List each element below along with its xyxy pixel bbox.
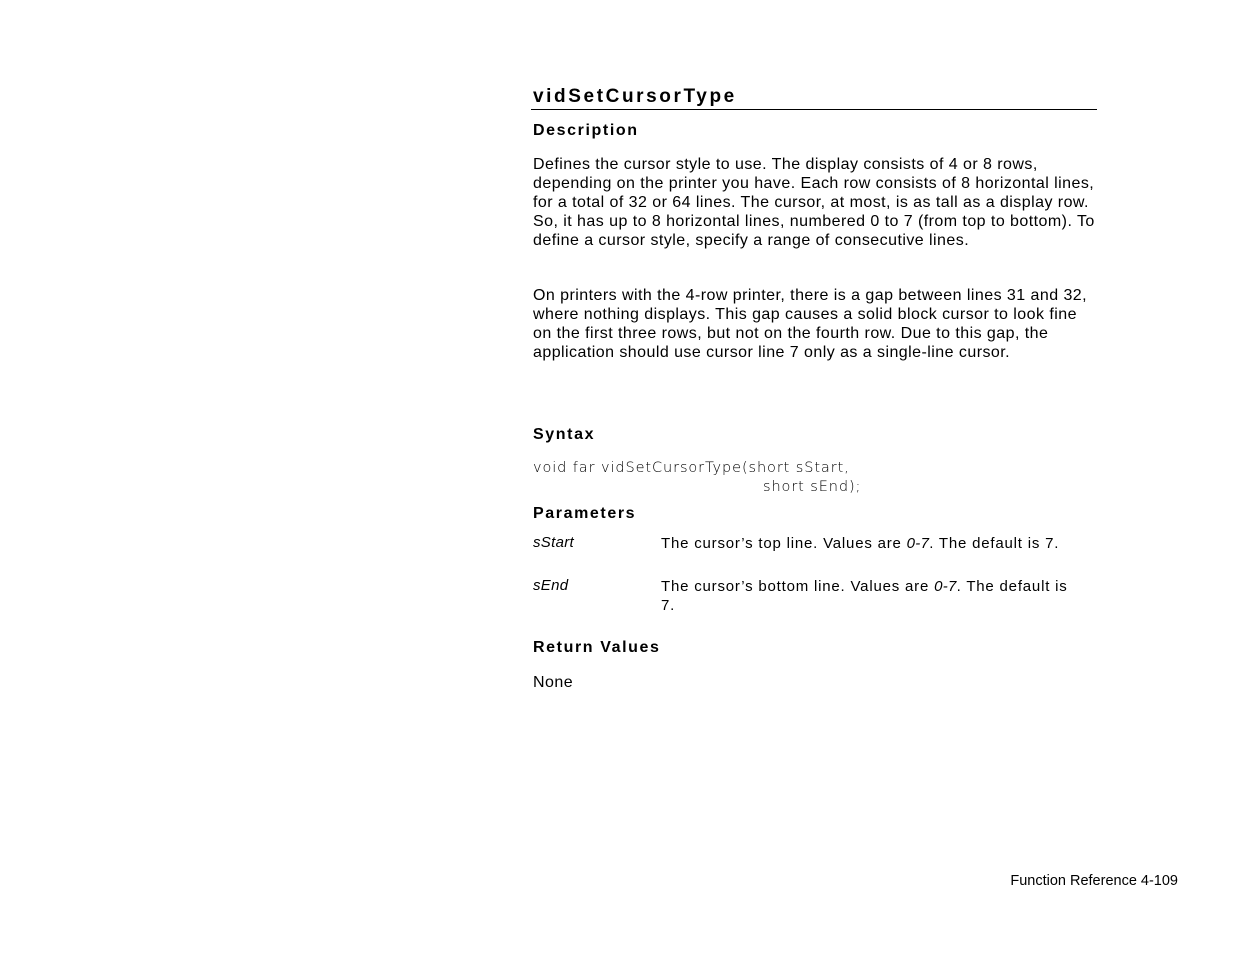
function-title: vidSetCursorType [531,86,1097,110]
parameter-value-range: 0-7 [934,578,957,595]
description-heading: Description [533,122,639,139]
parameter-description [661,577,1081,615]
parameter-name: sEnd [533,577,569,594]
description-paragraph-1: Defines the cursor style to use. The display consists of 4 or 8 rows, depending on the printer you have. Each row consists of 8 horizontal lines, for a total of 32 or 64 lines. The cursor, at most, is as tall as a display row. So, it has up to 8 horizontal lines, numbered 0 to 7 (from top to bottom). To define a cursor style, specify a range of consecutive lines. [533,156,1095,249]
parameter-name: sStart [533,534,574,551]
syntax-code [533,459,861,497]
parameter-value-range: 0-7 [906,535,930,552]
parameter-description-text: . The default is 7. [661,578,1068,614]
return-values-text: None [533,674,574,691]
syntax-heading: Syntax [533,426,596,443]
parameter-description [661,534,1081,553]
syntax-line-1: void far vidSetCursorType(short sStart, [533,460,850,476]
description-paragraph-2: On printers with the 4-row printer, there is a gap between lines 31 and 32, where nothing displays. This gap causes a solid block cursor to look fine on the first three rows, but not on the fourth row. Due to this gap, the application should use cursor line 7 only as a single-line cursor. [533,287,1088,361]
parameters-heading: Parameters [533,505,637,522]
parameter-description-text: The cursor’s top line. Values are [661,535,907,552]
page-footer: Function Reference 4-109 [1010,873,1178,889]
parameter-description-text: . The default is 7. [929,535,1060,552]
syntax-line-2: short sEnd); [763,479,862,495]
parameter-description-text: The cursor’s bottom line. Values are [661,578,935,595]
return-values-heading: Return Values [533,639,661,656]
